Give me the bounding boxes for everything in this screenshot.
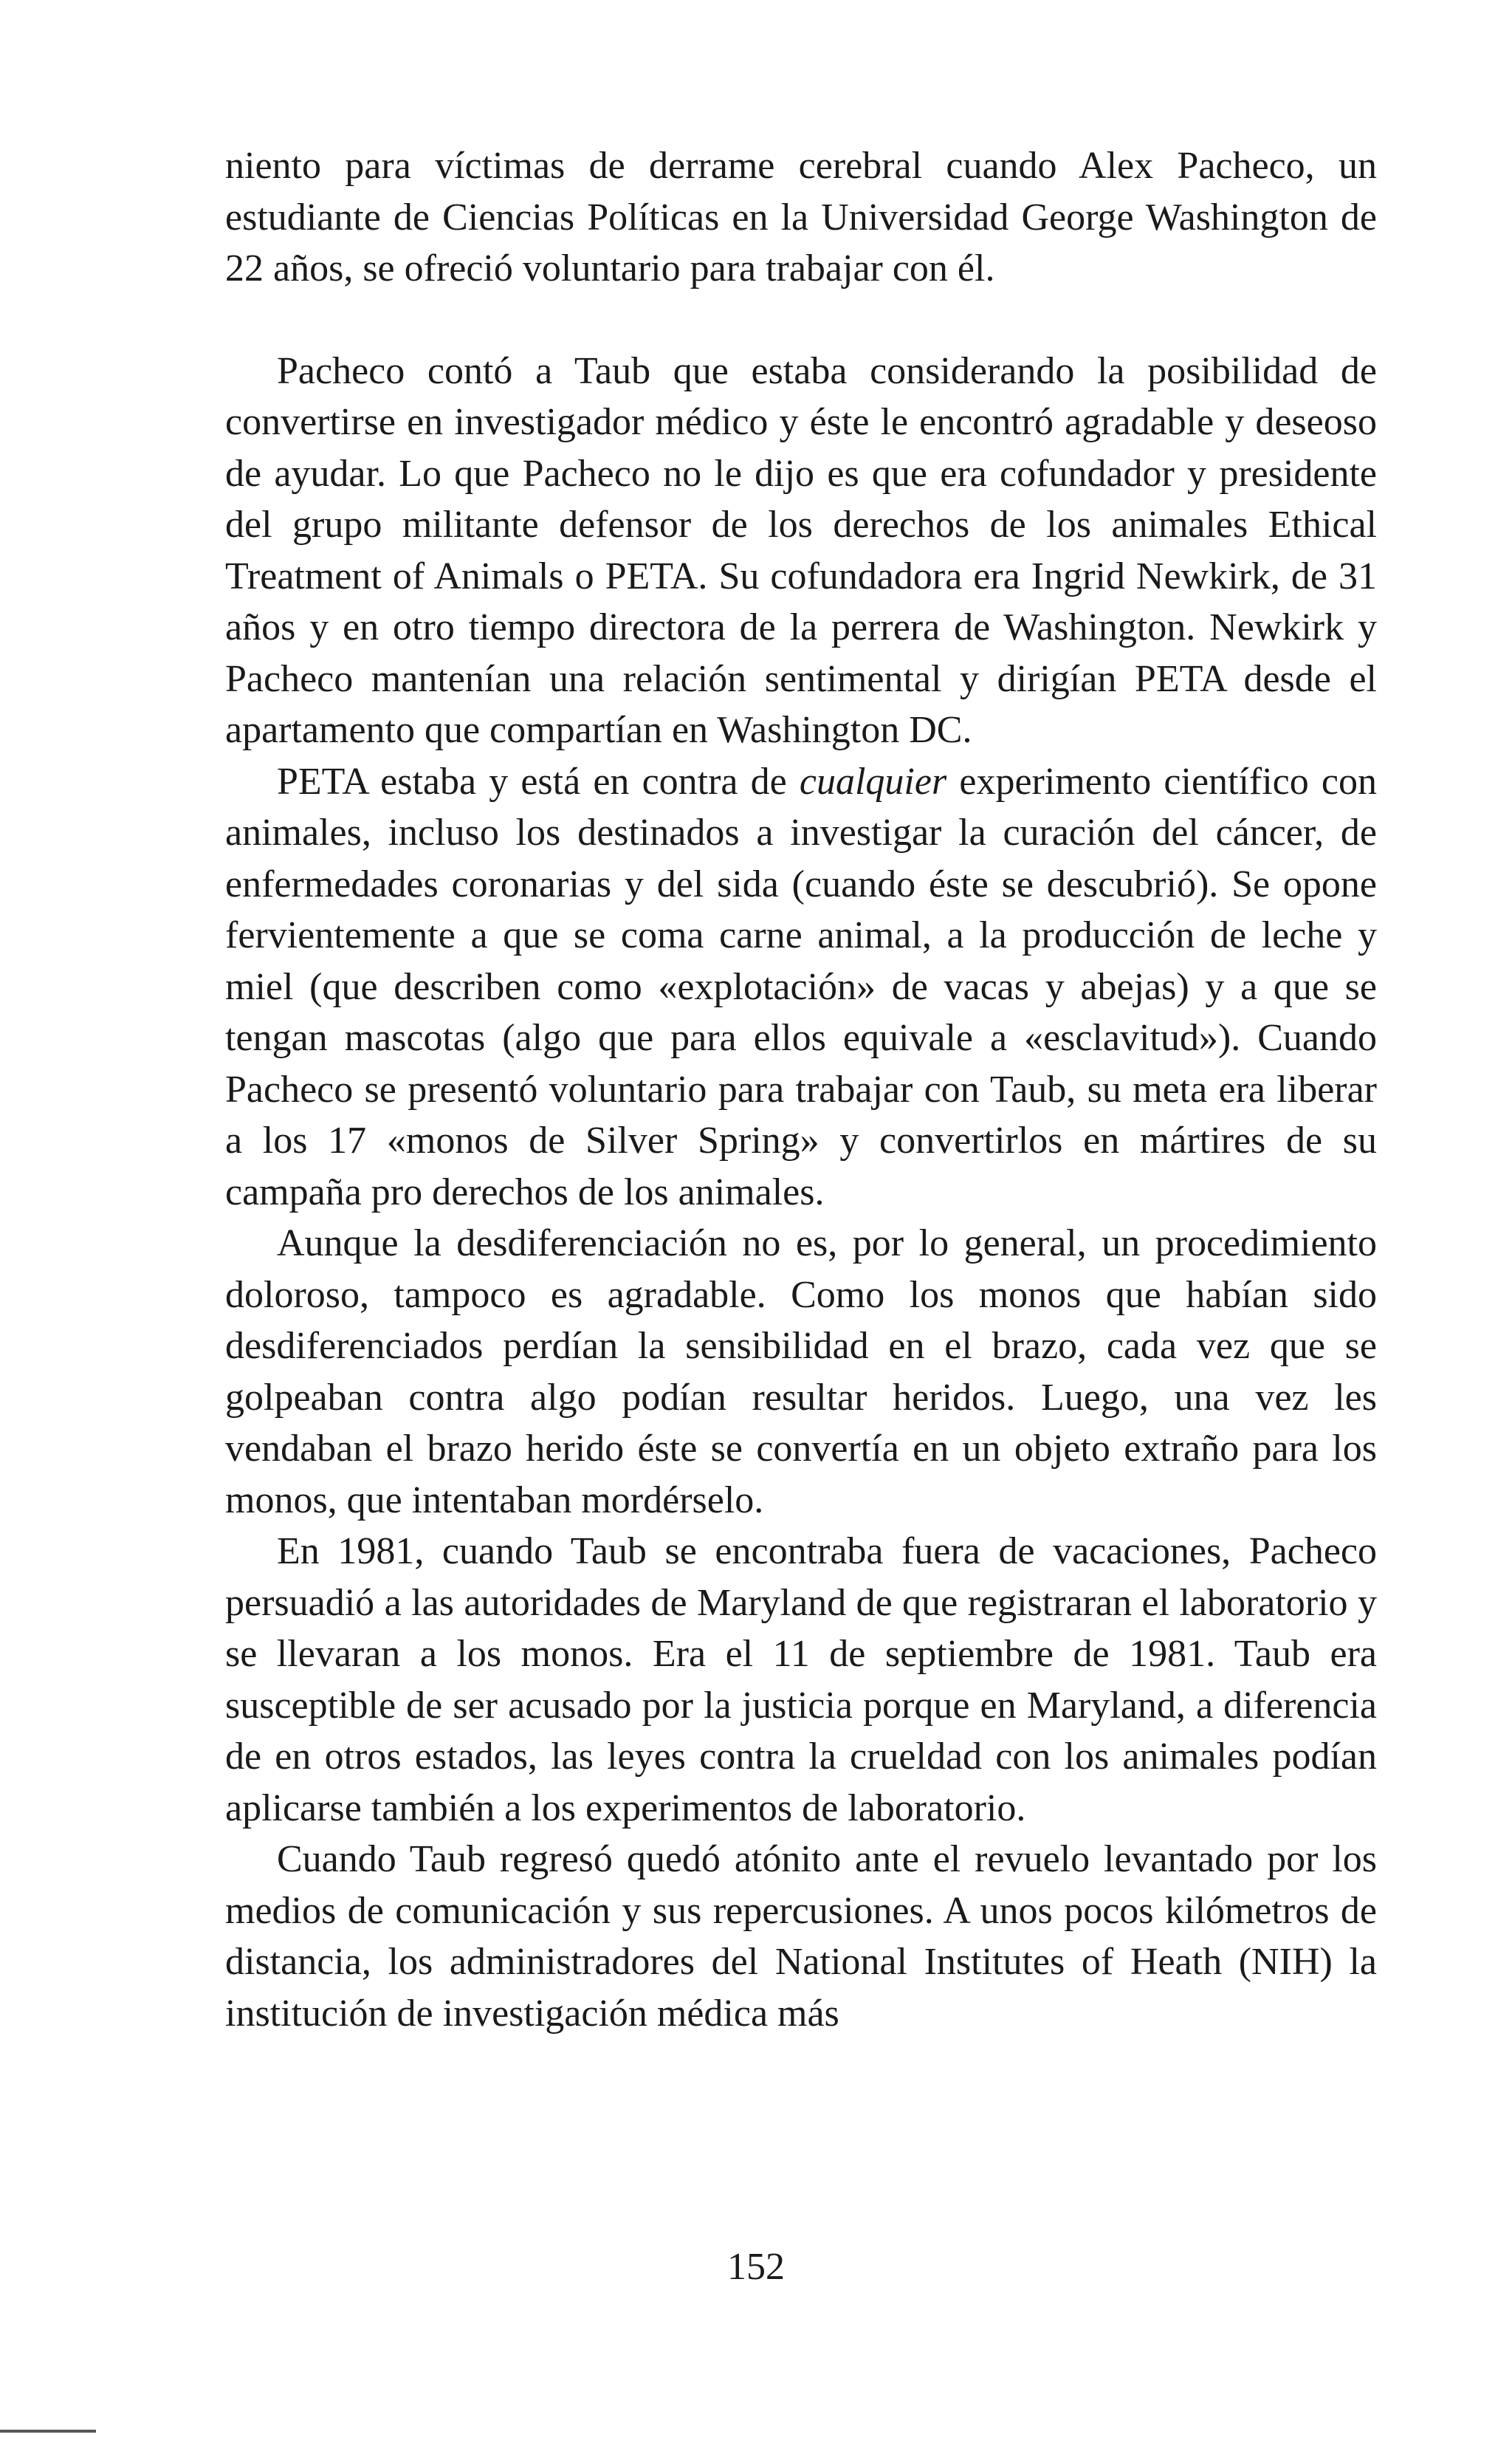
bottom-rule: [0, 2430, 96, 2433]
paragraph-2: Pacheco contó a Taub que estaba considerando la posibilidad de convertirse en investigador médico y éste le encontró agradable y deseoso de ayudar. Lo que Pacheco no le dijo es que era cofundador y presidente del grupo militante defensor de los derechos de los animales Ethical Treatment of Animals o PETA. Su cofundadora era Ingrid Newkirk, de 31 años y en otro tiempo directora de la perrera de Washington. Newkirk y Pacheco mantenían una relación sentimental y dirigían PETA desde el apartamento que compartían en Washington DC.: [225, 349, 1377, 751]
paragraph-3-rest: experimento científico con animales, incluso los destinados a investigar la curación del cáncer, de enfermedades coronarias y del sida (cuando éste se descubrió). Se opone fervientemente a que se coma carne animal, a la producción de leche y miel (que describen como «explotación» de vacas y abejas) y a que se tengan mascotas (algo que para ellos equivale a «esclavitud»). Cuando Pacheco se presentó voluntario para trabajar con Taub, su meta era liberar a los 17 «monos de Silver Spring» y convertirlos en mártires de su campaña pro derechos de los animales.: [225, 760, 1377, 1213]
paragraph-4: Aunque la desdiferenciación no es, por lo general, un procedimiento doloroso, tampoco es agradable. Como los monos que habían sido desdiferenciados perdían la sensibilidad en el brazo, cada vez que se golpeaban contra algo podían resultar heridos. Luego, una vez les vendaban el brazo herido éste se convertía en un objeto extraño para los monos, que intentaban mordérselo.: [225, 1222, 1377, 1521]
page-number: 152: [727, 2246, 785, 2288]
paragraph-5: En 1981, cuando Taub se encontraba fuera de vacaciones, Pacheco persuadió a las autoridades de Maryland de que registraran el laboratorio y se llevaran a los monos. Era el 11 de septiembre de 1981. Taub era susceptible de ser acusado por la justicia porque en Maryland, a diferencia de en otros estados, las leyes contra la crueldad con los animales podían aplicarse también a los experimentos de laboratorio.: [225, 1530, 1377, 1829]
paragraph-1: niento para víctimas de derrame cerebral cuando Alex Pacheco, un estudiante de Ciencias Políticas en la Universidad George Washington de 22 años, se ofreció voluntario para trabajar con él.: [225, 145, 1377, 289]
paragraph-3-start: PETA estaba y está en contra de: [277, 760, 800, 803]
emphasis-cualquier: cualquier: [799, 760, 947, 803]
paragraph-3: [225, 756, 1377, 1219]
paragraph-6: Cuando Taub regresó quedó atónito ante el revuelo levantado por los medios de comunicación y sus repercusiones. A unos pocos kilómetros de distancia, los administradores del National Institutes of Heath (NIH) la institución de investigación médica más: [225, 1838, 1377, 2035]
body-text: [225, 140, 1377, 2039]
